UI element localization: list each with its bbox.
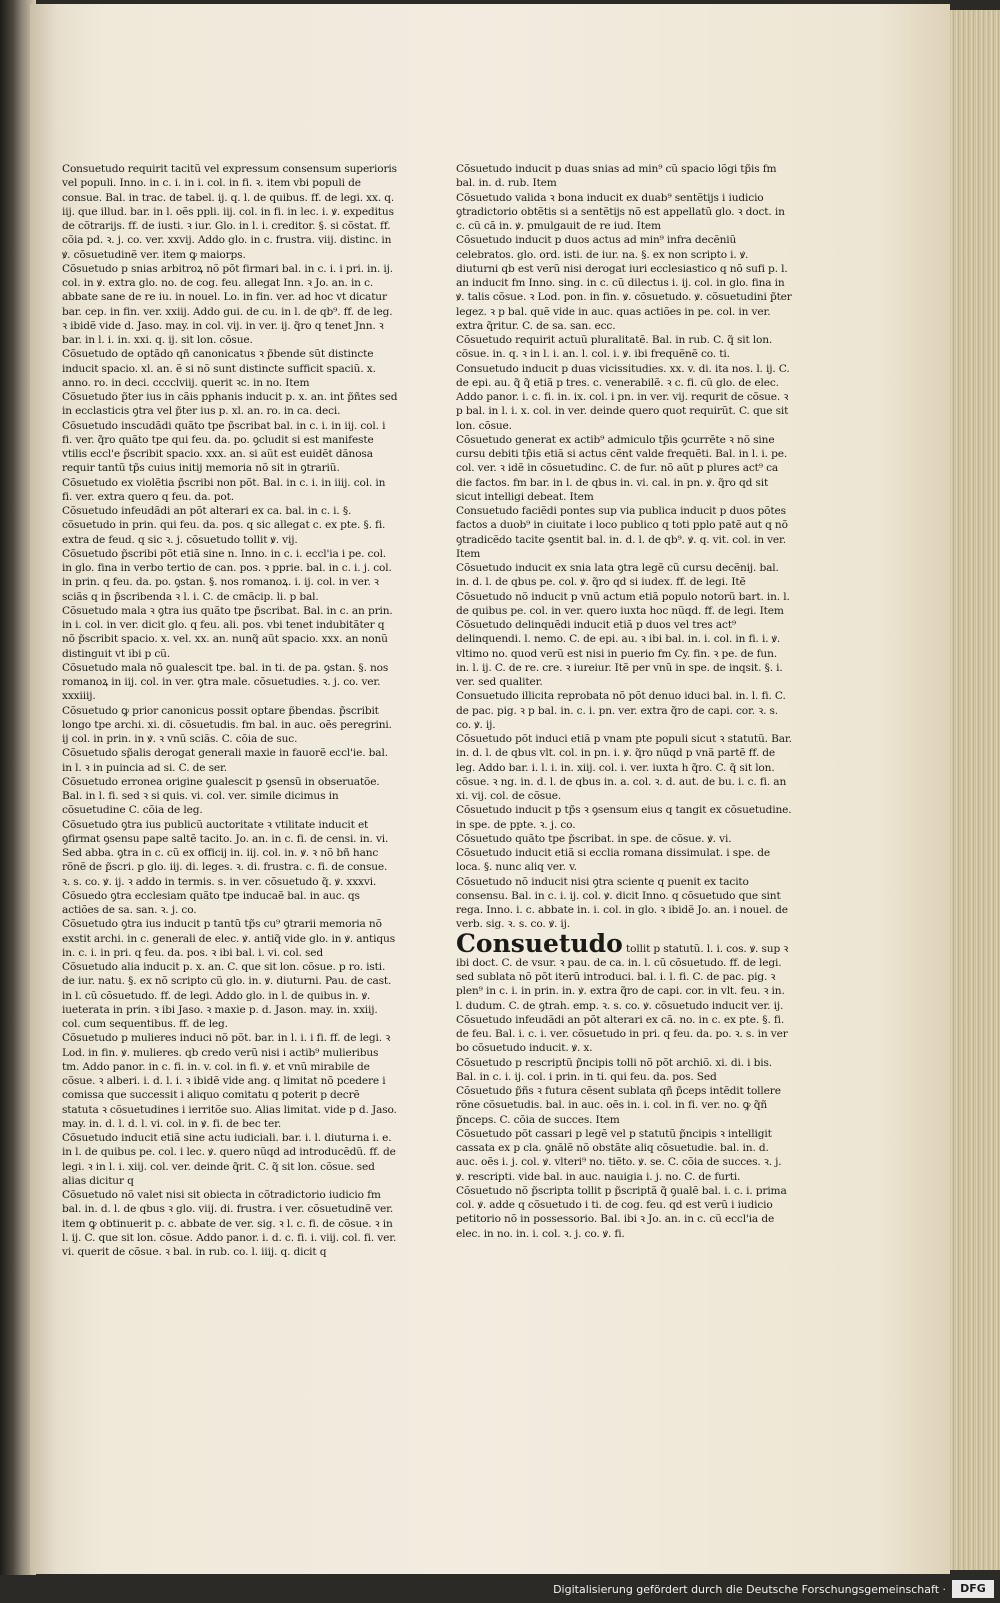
entry: Cõsuetudo inducit p duos actus ad min⁹ infra decẽniũ celebratos. glo. ord. isti. de iur. na. §. ex non scripto i. ꝟ. diuturni qb est verũ nisi derogat iuri ecclesiastico q nõ sufi p. l. an inducit fm Inno. sing. in c. cũ dilectus i. ij. col. in glo. fina in ꝟ. talis cõsue. ꝛ Lod. pon. in fin. ꝟ. cõsuetudo. ꝟ. cõsuetudini p̃ter legez. ꝛ p bal. quẽ vide in auc. quas actiões in pe. col. in ver. extra q̃ritur. C. de sa. san. ecc. [456, 234, 792, 332]
entry: Cõsuetudo infeudãdi an põt alterari ex ca. bal. in c. i. §. cõsuetudo in prin. qui feu. da. pos. q sic allegat c. ex pte. §. fi. extra de feud. q sic ꝛ. j. cõsuetudo tollit ꝟ. vij. [62, 505, 386, 546]
entry: Cõsuetudo p̃scribi põt etiã sine n. Inno. in c. i. eccl'ia i pe. col. in glo. fina in verbo tertio de can. pos. ꝛ pprie. bal. in c. i. j. col. in prin. q feu. da. po. ꝯstan. §. nos romanoꝝ. i. ij. col. in ver. ꝛ sciãs q in p̃scribenda ꝛ l. i. C. de cmãcip. li. p bal. [62, 547, 392, 603]
entry: Cõsuetudo mala ꝛ ꝯtra ius quãto tpe p̃scribat. Bal. in c. an prin. in i. col. in ver. dicit glo. q feu. ali. pos. vbi tenet indubitãter q nõ p̃scribit spacio. x. vel. xx. an. nunq̃ aũt spacio. xxx. an nonũ distinguit vt ibi p cũ. [62, 604, 393, 660]
entry: Cõsuetudo nõ inducit nisi ꝯtra sciente q puenit ex tacito consensu. Bal. in c. i. ij. col. ꝟ. dicit Inno. q cõsuetudo que sint rega. Inno. i. c. abbate in. i. col. in glo. ꝛ ibidẽ Jo. an. i nouel. de verb. sig. ꝛ. s. co. ꝟ. ij. [456, 875, 788, 931]
entry: Consuetudo requirit tacitũ vel expressum consensum superioris vel populi. Inno. in c. i. in i. col. in fi. ꝛ. item vbi populi de consue. Bal. in trac. de tabel. ij. q. l. de quibus. ff. de legi. xx. q. iij. que illud. bar. in l. oẽs ppli. iij. col. in fi. in lec. i. ꝟ. expeditus de cõtrarijs. ff. de iusti. ꝛ iur. Glo. in l. i. creditor. §. si cõstat. ff. cõia pd. ꝛ. j. co. ver. xxvij. Addo glo. in c. frustra. viij. distinc. in ꝟ. cõsuetudinẽ ver. item ꝙ maiorps. [62, 163, 397, 261]
entry: Cõsuetudo ꝯtra ius publicũ auctoritate ꝛ vtilitate inducit et ꝯfirmat ꝯsensu pape saltẽ tacito. Jo. an. in c. fi. de censi. in. vi. Sed abba. ꝯtra in c. cũ ex officij in. iij. col. in. ꝟ. ꝛ nõ bñ hanc rõnẽ de p̃scri. p glo. iij. di. leges. ꝛ. di. frustra. c. fi. de consue. ꝛ. s. co. ꝟ. ij. ꝛ addo in termis. s. in ver. cõsuetudo q̃. ꝟ. xxxvi. [62, 818, 389, 888]
entry: Cõsuetudo requirit actuũ pluralitatẽ. Bal. in rub. C. q̃ sit lon. cõsue. in. q. ꝛ in l. i. an. l. col. i. ꝟ. ibi frequẽnẽ co. ti. [456, 334, 773, 361]
heading-entry-text: tollit p statutũ. l. i. cos. ꝟ. sup ꝛ ibi doct. C. de vsur. ꝛ pau. de ca. in. l. cũ cõsuetudo. ff. de legi. sed sublata nõ põt iterũ introduci. bal. i. l. fi. C. de pac. pig. ꝛ plen⁹ in c. i. in prin. in. ꝟ. extra q̃ro de capi. cor. in vlt. feu. ꝛ in. l. dudum. C. de ꝯtrah. emp. ꝛ. s. co. ꝟ. cõsuetudo inducit ver. ij. [456, 942, 789, 1012]
entry: Cõsuetudo p̃ter ius in cãis pphanis inducit p. x. an. int p̃ñtes sed in ecclasticis ꝯtra vel p̃ter ius p. xl. an. ro. in ca. deci. [62, 391, 398, 418]
entry: Cõsuetudo alia inducit p. x. an. C. que sit lon. cõsue. p ro. isti. de iur. natu. §. ex nõ scripto cũ glo. in. ꝟ. diuturni. Pau. de cast. in l. cũ cõsuetudo. ff. de legi. Addo glo. in l. de quibus in. ꝟ. iueterata in prin. ꝛ ibi Jaso. ꝛ maxie p. d. Jason. may. in. xxiij. col. cum sequentibus. ff. de leg. [62, 961, 392, 1030]
entry: Cõsuetudo inducit p duas snias ad min⁹ cũ spacio lõgi tp̃is fm bal. in. d. rub. Item [456, 163, 777, 190]
page-fore-edge [950, 10, 1000, 1570]
entry: Cõsuetudo ꝙ prior canonicus possit optare p̃bendas. p̃scribit longo tpe archi. xi. di. cõsuetudis. fm bal. in auc. oẽs peregrini. ij col. in prin. in ꝟ. ꝛ vnũ sciãs. C. cõia de suc. [62, 704, 392, 745]
entry: Cõsuetudo delinquẽdi inducit etiã p duos vel tres act⁹ delinquendi. l. nemo. C. de epi. au. ꝛ ibi bal. in. i. col. in fi. i. ꝟ. vltimo no. quod verũ est nisi in puerio fm Cy. fin. ꝛ pe. de fun. in. l. ij. C. de re. cre. ꝛ iureiur. Itẽ per vnũ in spe. de inqsit. §. i. ver. sed qualiter. [456, 619, 783, 688]
right-column-entries-top [456, 162, 792, 932]
entry: Cõsuetudo inducit ex snia lata ꝯtra legẽ cũ cursu decẽnij. bal. in. d. l. de qbus pe. col. ꝟ. q̃ro qd si iudex. ff. de legi. Itẽ [456, 562, 779, 589]
entry: Cõsuetudo inducit etiã sine actu iudiciali. bar. i. l. diuturna i. e. in l. de quibus pe. col. i lec. ꝟ. quero nũqd ad introducẽdũ. ff. de legi. ꝛ in l. i. xiij. col. ver. deinde q̃rit. C. q̃ sit lon. cõsue. sed alias dicitur q [62, 1132, 396, 1187]
entry: Cõsuetudo erronea origine ꝯualescit p ꝯsensũ in obseruatõe. Bal. in l. fi. sed ꝛ si quis. vi. col. ver. simile dicimus in cõsuetudine C. cõia de leg. [62, 775, 380, 817]
entry: Cõsuetudo nõ valet nisi sit obiecta in cõtradictorio iudicio fm bal. in. d. l. de qbus ꝛ glo. viij. di. frustra. i ver. cõsuetudinẽ ver. item ꝙ obtinuerit p. c. abbate de ver. sig. ꝛ l. c. fi. de cõsue. ꝛ in l. ij. C. que sit lon. cõsue. Addo panor. i. d. c. fi. i. viij. col. fi. ver. vi. querit de cõsue. ꝛ bal. in rub. co. l. iiij. q. dicit q [62, 1189, 397, 1258]
entry: Cõsuetudo inscudãdi quãto tpe p̃scribat bal. in c. i. in iij. col. i fi. ver. q̃ro quãto tpe qui feu. da. po. ꝯcludit si est manifeste vtilis eccl'e p̃scribit spacio. xxx. an. si aũt est euidẽt dãnosa requir tantũ tp̃s cuius initij memoria nõ sit in ꝯtrariũ. [62, 419, 386, 475]
entry: Cõsuetudo nõ inducit p vnũ actum etiã populo notorũ bart. in. l. de quibus pe. col. in ver. quero iuxta hoc nũqd. ff. de legi. Item [456, 590, 790, 617]
entry: Cõsuetudo quãto tpe p̃scribat. in spe. de cõsue. ꝟ. vi. [456, 832, 732, 845]
adjacent-page-text [0, 180, 34, 880]
entry: Cõsuetudo p rescriptũ p̃ncipis tolli nõ põt archiõ. xi. di. i bis. Bal. in c. i. ij. col. i prin. in ti. qui feu. da. pos. Sed [456, 1056, 773, 1083]
left-text-column [62, 162, 398, 1259]
entry: Cõsuetudo ex violẽtia p̃scribi non põt. Bal. in c. i. in iiij. col. in fi. ver. extra quero q feu. da. pot. [62, 476, 386, 503]
heading-entry [456, 928, 792, 1013]
entry: Cõsuetudo nõ p̃scripta tollit p p̃scriptã q̃ ꝯualẽ bal. i. c. i. prima col. ꝟ. adde q cõsuetudo i ti. de cog. feu. qd est verũ i iudicio petitorio nõ in possessorio. Bal. ibi ꝛ Jo. an. in c. cũ eccl'ia de elec. in no. in. i. col. ꝛ. j. co. ꝟ. fi. [456, 1184, 787, 1240]
heading-word: Consuetudo [456, 928, 623, 958]
entry: Cõsuedo ꝯtra ecclesiam quãto tpe inducaẽ bal. in auc. qs actiões de sa. san. ꝛ. j. co. [62, 889, 360, 916]
entry: Cõsuetudo infeudãdi an põt alterari ex cã. no. in c. ex pte. §. fi. de feu. Bal. i. c. i. ver. cõsuetudo in pri. q feu. da. po. ꝛ. s. in ver bo cõsuetudo inducit. ꝟ. x. [456, 1013, 788, 1055]
entry: Cõsuetudo ꝯtra ius inducit p tantũ tp̃s cu⁹ ꝯtrarii memoria nõ exstit archi. in c. generali de elec. ꝟ. antiq̃ vide glo. in ꝟ. antiqus in. c. i. in pri. q feu. da. pos. ꝛ ibi bal. i. vi. col. sed [62, 918, 395, 959]
funding-notice: Digitalisierung gefördert durch die Deutsche Forschungsgemeinschaft · [553, 1583, 946, 1596]
entry: Cõsuetudo valida ꝛ bona inducit ex duab⁹ sentẽtijs i iudicio ꝯtradictorio obtẽtis si a sentẽtijs nõ est appellatũ glo. ꝛ doct. in c. cũ cã in. ꝟ. pmulgauit de re iud. Item [456, 191, 785, 232]
entry: Cõsuetudo generat ex actib⁹ admiculo tp̃is ꝯcurrẽte ꝛ nõ sine cursu debiti tp̃is etiã si actus cẽnt valde frequẽti. Bal. in l. i. pe. col. ver. ꝛ idẽ in cõsuetudinc. C. de fur. nõ aũt p plures act⁹ ca die factos. fm bar. in l. de qbus in. vi. cal. in pn. ꝟ. q̃ro qd sit sicut intelligi debeat. Item [456, 433, 788, 503]
dfg-logo: DFG [952, 1580, 994, 1598]
entry: Cõsuetudo p mulieres induci nõ põt. bar. in l. i. i fi. ff. de legi. ꝛ Lod. in fin. ꝟ. mulieres. qb credo verũ nisi i actib⁹ mulieribus tm. Addo panor. in c. fi. in. v. col. in fi. ꝟ. et vnũ mirabile de cõsue. ꝛ alberi. i. d. l. i. ꝛ ibidẽ vide ang. q limitat nõ pcedere i comissa que successit i aliquo comitatu q poterit p decrẽ statuta ꝛ cõsuetudines i ierritõe suo. Alias limitat. vide p d. Jaso. may. in. d. l. d. l. vi. col. in ꝟ. fi. de bec ter. [62, 1032, 397, 1130]
entry: Consuetudo faciẽdi pontes sup via publica inducit p duos põtes factos a duob⁹ in ciuitate i loco publico q toti pplo patẽ aut q nõ ꝯtradicẽdo tacite ꝯsentit bal. in. d. l. de qb⁹. ꝟ. q. vit. col. in ver. Item [456, 505, 788, 560]
entry: Cõsuetudo mala nõ ꝯualescit tpe. bal. in ti. de pa. ꝯstan. §. nos romanoꝝ in iij. col. in ver. ꝯtra male. cõsuetudies. ꝛ. j. co. ver. xxxiiij. [62, 661, 389, 703]
entry: Consuetudo inducit p duas vicissitudies. xx. v. di. ita nos. l. ij. C. de epi. au. q̃ q̃ etiã p tres. c. venerabilẽ. ꝛ c. fi. cũ glo. de elec. Addo panor. i. c. fi. in. ix. col. i pn. in ver. vij. requrit de cõsue. ꝛ p bal. in l. i. x. col. in ver. deinde quero quot requirũt. C. que sit lon. cõsue. [456, 362, 790, 432]
entry: Consuetudo illicita reprobata nõ põt denuo iduci bal. in. l. fi. C. de pac. pig. ꝛ p bal. in. c. i. pn. ver. extra q̃ro de capi. cor. ꝛ. s. co. ꝟ. ij. [456, 690, 786, 731]
entry: Cõsuetudo põt cassari p legẽ vel p statutũ p̃ncipis ꝛ intelligit cassata ex p cla. ꝯnãlẽ nõ obstãte aliq cõsuetudie. bal. in. d. auc. oẽs i. j. col. ꝟ. vlteri⁹ no. tiẽto. ꝟ. se. C. cõia de succes. ꝛ. j. ꝟ. rescripti. vide bal. in auc. nauigia i. j. no. C. de furti. [456, 1127, 782, 1183]
right-column-entries-bottom [456, 1013, 792, 1241]
entry: Cõsuetudo p snias arbitroꝝ nõ põt firmari bal. in c. i. i pri. in. ij. col. in ꝟ. extra glo. no. de cog. feu. allegat Inn. ꝛ Jo. an. in c. abbate sane de re iu. in nouel. Lo. in fin. ver. ad hoc vt dicatur bar. cep. in fin. ver. xxiij. Addo gui. de cu. in l. de qb⁹. ff. de leg. ꝛ ibidẽ vide d. Jaso. may. in col. vij. in ver. ij. q̃ro q tenet Jnn. ꝛ bar. in l. i. in. xxi. q. ij. sit lon. cõsue. [62, 262, 393, 346]
entry: Cõsuetudo põt induci etiã p vnam pte populi sicut ꝛ statutũ. Bar. in. d. l. de qbus vlt. col. in pn. i. ꝟ. q̃ro nũqd p vnã partẽ ff. de leg. Addo bar. i. l. i. in. xiij. col. i. ver. iuxta h q̃ro. C. q̃ sit lon. cõsue. ꝛ ng. in. d. l. de qbus in. a. col. ꝛ. d. aut. de bu. i. c. fi. an xi. vij. col. de cõsue. [456, 733, 792, 802]
entry: Cõsuetudo de optãdo qñ canonicatus ꝛ p̃bende sũt distincte inducit spacio. xl. an. ẽ si nõ sunt distincte sufficit spaciũ. x. anno. ro. in deci. cccclviij. querit ꝛc. in no. Item [62, 348, 376, 389]
entry: Cõsuetudo sp̃alis derogat generali maxie in fauorẽ eccl'ie. bal. in l. ꝛ in puincia ad si. C. de ser. [62, 747, 388, 774]
entry: Cõsuetudo inducit p tp̃s ꝛ ꝯsensum eius q tangit ex cõsuetudine. in spe. de ppte. ꝛ. j. co. [456, 804, 792, 831]
right-text-column [456, 162, 792, 1241]
entry: Cõsuetudo p̃ñs ꝛ futura cẽsent sublata qñ p̃ceps intẽdit tollere rõne cõsuetudis. bal. in auc. oẽs in. i. col. in fi. ver. no. ꝙ q̃ñ p̃nceps. C. cõia de succes. Item [456, 1085, 781, 1126]
entry: Cõsuetudo inducit etiã si ecclia romana dissimulat. i spe. de loca. §. nunc aliq ver. v. [456, 847, 770, 874]
